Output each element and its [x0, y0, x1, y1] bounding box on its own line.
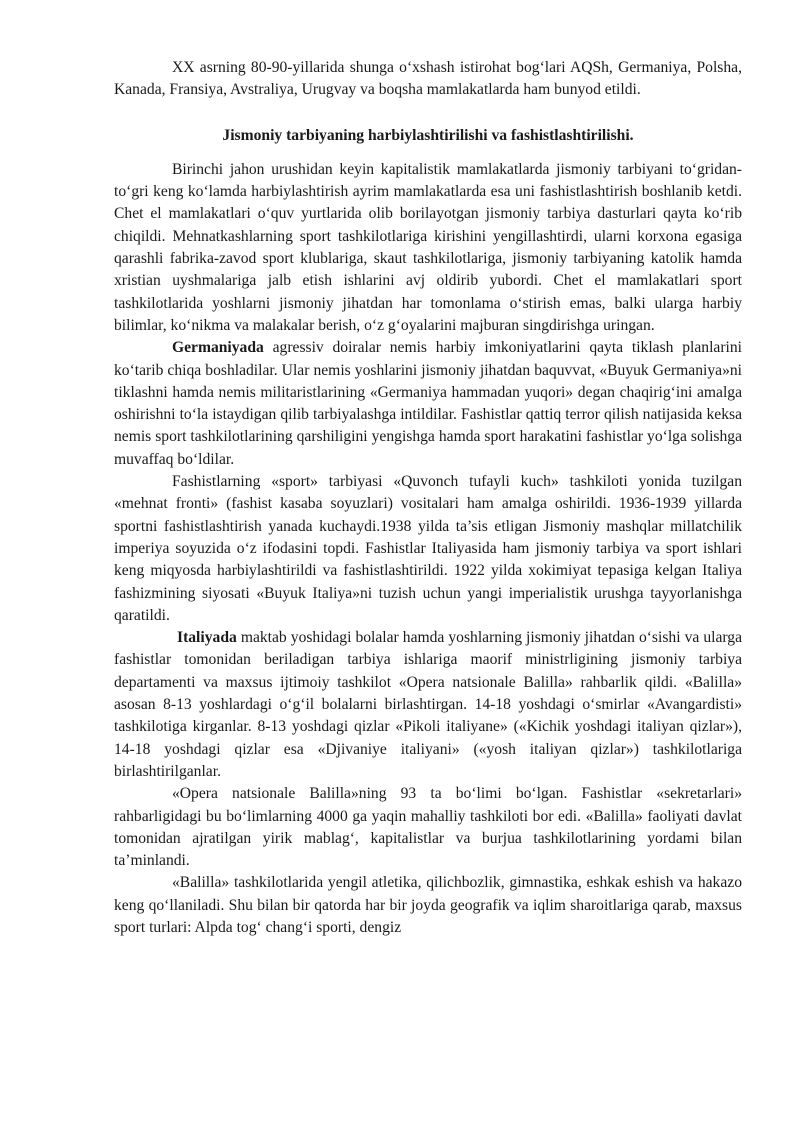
- intro-paragraph: XX asrning 80-90-yillarida shunga o‘xshash istirohat bog‘lari AQSh, Germaniya, Polsha, Kanada, Fransiya, Avstraliya, Urugvay va boqsha mamlakatlarda ham bunyod etildi.: [114, 59, 742, 99]
- section-heading: Jismoniy tarbiyaning harbiylashtirilishi va fashistlashtirilishi.: [222, 126, 634, 144]
- paragraph-italy-lead: Italiyada: [177, 629, 237, 647]
- document-page: [114, 57, 742, 939]
- paragraph-balilla-sports: «Balilla» tashkilotlarida yengil atletika, qilichbozlik, gimnastika, eshkak eshish va hakazo keng qo‘llaniladi. Shu bilan bir qatorda har bir joyda geografik va iqlim sharoitlariga qarab, maxsus sport turlari: Alpda tog‘ chang‘i sporti, dengiz: [114, 874, 742, 936]
- paragraph-fascist-sport: Fashistlarning «sport» tarbiyasi «Quvonch tufayli kuch» tashkiloti yonida tuzilgan «mehnat fronti» (fashist kasaba soyuzlari) vositalari ham amalga oshirildi. 1936-1939 yillarda sportni fashistlashtirish yanada kuchaydi.1938 yilda ta’sis etligan Jismoniy mashqlar millatchilik imperiya soyuzida o‘z ifodasini topdi. Fashistlar Italiyasida ham jismoniy tarbiya va sport ishlari keng miqyosda harbiylashtirildi va fashistlashtirildi. 1922 yilda xokimiyat tepasiga kelgan Italiya fashizmining siyosati «Buyuk Italiya»ni tuzish uchun yangi imperialistik urushga tayyorlanishga qaratildi.: [114, 473, 742, 624]
- paragraph-postwar-militarization: Birinchi jahon urushidan keyin kapitalistik mamlakatlarda jismoniy tarbiyani to‘gridan-to‘gri keng ko‘lamda harbiylashtirish ayrim mamlakatlarda esa uni fashistlashtirish boshlanib ketdi. Chet el mamlakatlari o‘quv yurtlarida olib borilayotgan jismoniy tarbiya dasturlari qayta ko‘rib chiqildi. Mehnatkashlarning sport tashkilotlariga kirishini yengillashtirdi, ularni korxona egasiga qarashli fabrika-zavod sport klublariga, skaut tashkilotlariga, jismoniy tarbiyaning katolik hamda xristian uyshmalariga jalb etish ishlarini avj oldirib yubordi. Chet el mamlakatlari sport tashkilotlarida yoshlarni jismoniy jihatdan har tomonlama o‘stirish emas, balki ularga harbiy bilimlar, ko‘nikma va malakalar berish, o‘z g‘oyalarini majburan singdirishga uringan.: [114, 160, 742, 334]
- paragraph-italy-text: maktab yoshidagi bolalar hamda yoshlarning jismoniy jihatdan o‘sishi va ularga fashistlar tomonidan beriladigan tarbiya ishlariga maorif ministrligining jismoniy tarbiya departamenti va maxsus ijtimoiy tashkilot «Opera natsionale Balilla» rahbarlik qildi. «Balilla» asosan 8-13 yoshlardagi o‘g‘il bolalarni birlashtirgan. 14-18 yoshdagi o‘smirlar «Avangardisti» tashkilotiga kirganlar. 8-13 yoshdagi qizlar «Pikoli italiyane» («Kichik yoshdagi italiyan qizlar»), 14-18 yoshdagi qizlar esa «Djivaniye italiyani» («yosh italiyan qizlar») tashkilotlariga birlashtirilganlar.: [114, 629, 742, 780]
- paragraph-germany-lead: Germaniyada: [172, 339, 264, 357]
- paragraph-italy: [114, 627, 742, 783]
- paragraph-germany: [114, 337, 742, 471]
- paragraph-germany-text: agressiv doiralar nemis harbiy imkoniyatlarini qayta tiklash planlarini ko‘tarib chiqa boshladilar. Ular nemis yoshlarini jismoniy jihatdan baquvvat, «Buyuk Germaniya»ni tiklashni hamda nemis militaristlarining «Germaniya hammadan yuqori» degan chaqirig‘ini amalga oshirishni to‘la istaydigan qilib tarbiyalashga intildilar. Fashistlar qattiq terror qilish natijasida keksa nemis sport tashkilotlarining qarshiligini yengishga hamda sport harakatini fashistlar yo‘lga solishga muvaffaq bo‘ldilar.: [114, 339, 742, 468]
- paragraph-opera-balilla: «Opera natsionale Balilla»ning 93 ta bo‘limi bo‘lgan. Fashistlar «sekretarlari» rahbarligidagi bu bo‘limlarning 4000 ga yaqin mahalliy tashkiloti bor edi. «Balilla» faoliyati davlat tomonidan ajratilgan yirik mablag‘, kapitalistlar va burjua tashkilotlarining yordami bilan ta’minlandi.: [114, 785, 742, 870]
